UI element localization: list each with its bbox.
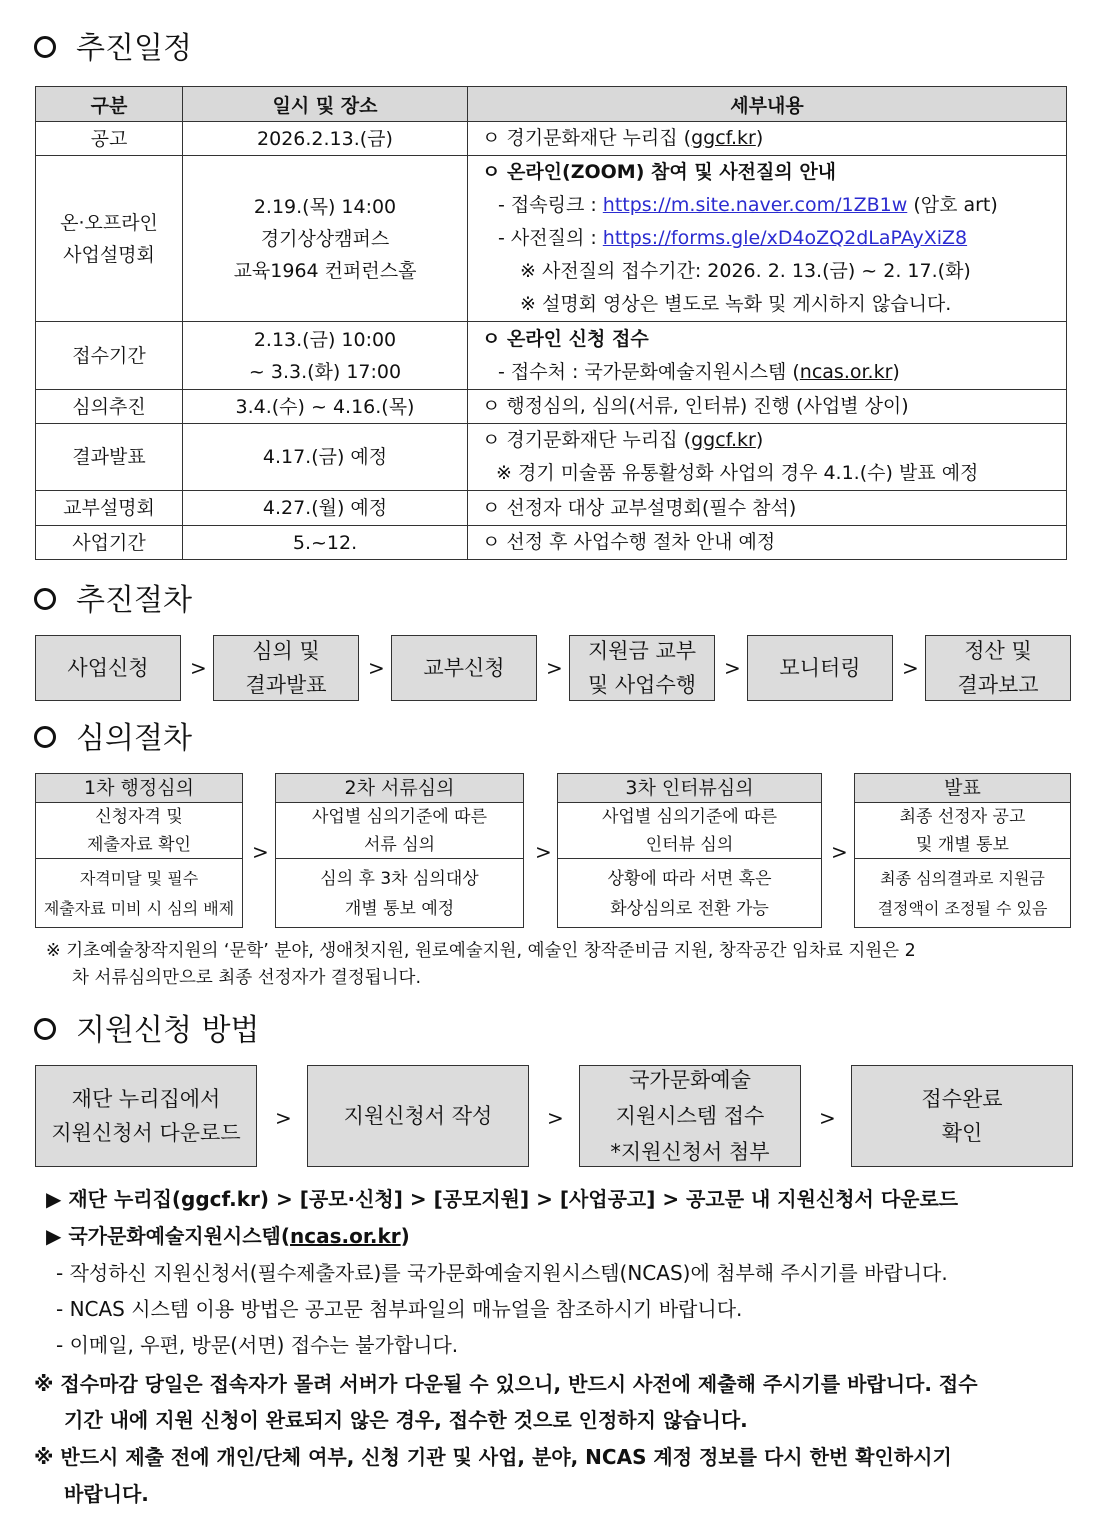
table-header-row <box>36 87 1067 122</box>
review-note: 차 서류심의만으로 최종 선정자가 결정됩니다. <box>72 968 422 988</box>
header-category: 구분 <box>36 87 183 122</box>
detail-text: ) <box>755 127 764 149</box>
section-title-schedule <box>34 30 192 68</box>
row-category <box>36 156 183 322</box>
step-line: 재단 누리집에서 <box>71 1087 221 1111</box>
when-line: 경기상상캠퍼스 <box>260 227 390 250</box>
detail-note: ※ 사전질의 접수기간: 2026. 2. 13.(금) ~ 2. 17.(화) <box>520 260 971 282</box>
bullet-text: ) <box>400 1224 410 1248</box>
apply-dash-line: - 작성하신 지원신청서(필수제출자료)를 국가문화예술지원시스템(NCAS)에 첨부해 주시기를 바랍니다. <box>56 1261 948 1285</box>
panel-row <box>276 803 523 858</box>
row-category: 교부설명회 <box>36 491 183 526</box>
row-detail: ㅇ 행정심의, 심의(서류, 인터뷰) 진행 (사업별 상이) <box>468 390 1067 424</box>
ggcf-link[interactable]: ggcf.kr <box>691 127 756 149</box>
step-line: 지원금 교부 <box>587 639 697 663</box>
detail-text: ) <box>755 429 764 451</box>
row-category: 접수기간 <box>36 322 183 390</box>
panel-line: 상황에 따라 서면 혹은 <box>607 868 772 889</box>
row-category: 심의추진 <box>36 390 183 424</box>
when-line: 2.19.(목) 14:00 <box>253 195 397 218</box>
warning-line: 바랍니다. <box>64 1482 149 1506</box>
panel-line: 제출자료 확인 <box>87 834 191 855</box>
panel-line: 최종 선정자 공고 <box>899 806 1026 827</box>
step-line: 모니터링 <box>779 656 861 680</box>
table-row <box>36 122 1067 156</box>
review-note: ※ 기초예술창작지원의 ‘문학’ 분야, 생애첫지원, 원로예술지원, 예술인 창작준비금 지원, 창작공간 임차료 지원은 2 <box>46 941 916 961</box>
step-line: 교부신청 <box>423 656 505 680</box>
warning-line: ※ 반드시 제출 전에 개인/단체 여부, 신청 기관 및 사업, 분야, NCAS 계정 정보를 다시 한번 확인하시기 <box>34 1445 952 1469</box>
detail-text: (암호 art) <box>907 194 998 216</box>
circle-bullet-icon <box>34 588 56 610</box>
chevron-right-icon: > <box>902 656 919 680</box>
apply-dash-line: - NCAS 시스템 이용 방법은 공고문 첨부파일의 매뉴얼을 참조하시기 바랍니다. <box>56 1297 743 1321</box>
panel-line: 심의 후 3차 심의대상 <box>320 868 479 889</box>
panel-line: 인터뷰 심의 <box>645 834 734 855</box>
detail-note: ※ 설명회 영상은 별도로 녹화 및 게시하지 않습니다. <box>520 293 952 315</box>
apply-step <box>35 1065 257 1167</box>
step-line: 확인 <box>941 1121 983 1145</box>
row-when <box>183 322 468 390</box>
chevron-right-icon: > <box>535 840 552 864</box>
procedure-step <box>213 635 359 701</box>
panel-heading: 발표 <box>855 774 1070 803</box>
row-detail <box>468 156 1067 322</box>
step-line: 지원신청서 작성 <box>343 1104 493 1128</box>
apply-path-bullet: ▶ 재단 누리집(ggcf.kr) > [공모·신청] > [공모지원] > [사업공고] > 공고문 내 지원신청서 다운로드 <box>46 1187 959 1211</box>
schedule-table <box>35 86 1067 560</box>
panel-line: 화상심의로 전환 가능 <box>610 898 769 919</box>
step-line: 접수완료 <box>921 1087 1003 1111</box>
chevron-right-icon: > <box>546 656 563 680</box>
category-line: 사업설명회 <box>63 243 155 266</box>
panel-row <box>276 858 523 928</box>
detail-text: - 접속링크 : <box>498 194 603 216</box>
step-line: 국가문화예술 <box>629 1068 751 1092</box>
step-line: *지원신청서 첨부 <box>610 1140 770 1164</box>
section-title-text: 심의절차 <box>76 721 192 756</box>
zoom-link[interactable]: https://m.site.naver.com/1ZB1w <box>602 194 908 216</box>
warning-line: 기간 내에 지원 신청이 완료되지 않은 경우, 접수한 것으로 인정하지 않습니다. <box>64 1408 748 1432</box>
category-line: 온·오프라인 <box>60 211 158 234</box>
step-line: 결과발표 <box>245 673 327 697</box>
panel-heading: 3차 인터뷰심의 <box>558 774 821 803</box>
chevron-right-icon: > <box>252 840 269 864</box>
section-title-procedure <box>34 582 192 620</box>
panel-line: 사업별 심의기준에 따른 <box>311 806 488 827</box>
step-line: 지원신청서 다운로드 <box>51 1121 241 1145</box>
detail-heading: ㅇ 온라인(ZOOM) 참여 및 사전질의 안내 <box>482 161 837 183</box>
section-title-text: 추진절차 <box>76 583 192 618</box>
section-title-text: 지원신청 방법 <box>76 1013 260 1048</box>
row-when: 3.4.(수) ~ 4.16.(목) <box>183 390 468 424</box>
detail-text: ) <box>892 360 900 383</box>
panel-line: 결정액이 조정될 수 있음 <box>877 898 1048 918</box>
panel-row <box>855 803 1070 858</box>
panel-heading: 1차 행정심의 <box>36 774 242 803</box>
review-panel <box>35 773 243 928</box>
panel-line: 개별 통보 예정 <box>344 898 455 919</box>
when-line: 2.13.(금) 10:00 <box>253 328 397 351</box>
table-row <box>36 156 1067 322</box>
circle-bullet-icon <box>34 726 56 748</box>
table-row <box>36 424 1067 491</box>
chevron-right-icon: > <box>819 1106 836 1130</box>
section-title-review <box>34 720 192 758</box>
detail-line <box>482 189 1060 222</box>
row-detail: ㅇ 선정 후 사업수행 절차 안내 예정 <box>468 526 1067 560</box>
table-row <box>36 491 1067 526</box>
section-title-text: 추진일정 <box>76 31 192 66</box>
circle-bullet-icon <box>34 36 56 58</box>
when-line: ~ 3.3.(화) 17:00 <box>248 360 402 383</box>
table-row <box>36 390 1067 424</box>
detail-text: - 접수처 : 국가문화예술지원시스템 ( <box>498 360 800 383</box>
row-detail <box>468 322 1067 390</box>
panel-line: 사업별 심의기준에 따른 <box>601 806 778 827</box>
panel-row <box>558 803 821 858</box>
ggcf-link[interactable]: ggcf.kr <box>691 429 756 451</box>
procedure-step <box>925 635 1071 701</box>
panel-row <box>558 858 821 928</box>
panel-line: 서류 심의 <box>363 834 436 855</box>
review-panel <box>557 773 822 928</box>
step-line: 결과보고 <box>957 673 1039 697</box>
procedure-step <box>747 635 893 701</box>
row-when: 4.27.(월) 예정 <box>183 491 468 526</box>
chevron-right-icon: > <box>190 656 207 680</box>
apply-dash-line: - 이메일, 우편, 방문(서면) 접수는 불가합니다. <box>56 1333 459 1357</box>
panel-row <box>36 803 242 858</box>
detail-heading: ㅇ 온라인 신청 접수 <box>482 327 649 350</box>
row-detail <box>468 424 1067 491</box>
panel-row <box>36 858 242 928</box>
step-line: 정산 및 <box>964 639 1032 663</box>
review-panel <box>275 773 524 928</box>
step-line: 사업신청 <box>67 656 149 680</box>
panel-line: 최종 심의결과로 지원금 <box>880 868 1045 888</box>
table-row <box>36 322 1067 390</box>
table-row <box>36 526 1067 560</box>
panel-line: 신청자격 및 <box>95 806 183 827</box>
detail-text: ㅇ 경기문화재단 누리집 ( <box>482 429 692 451</box>
panel-line: 자격미달 및 필수 <box>79 868 199 888</box>
step-line: 지원시스템 접수 <box>615 1104 765 1128</box>
chevron-right-icon: > <box>368 656 385 680</box>
ncas-link[interactable]: ncas.or.kr <box>799 360 893 383</box>
row-detail <box>468 122 1067 156</box>
step-line: 심의 및 <box>252 639 320 663</box>
detail-text: ㅇ 경기문화재단 누리집 ( <box>482 127 692 149</box>
panel-row <box>855 858 1070 928</box>
review-panel <box>854 773 1071 928</box>
row-when <box>183 156 468 322</box>
row-category: 공고 <box>36 122 183 156</box>
chevron-right-icon: > <box>275 1106 292 1130</box>
section-title-apply <box>34 1012 259 1050</box>
circle-bullet-icon <box>34 1018 56 1040</box>
row-when: 2026.2.13.(금) <box>183 122 468 156</box>
ncas-link[interactable]: ncas.or.kr <box>290 1224 401 1248</box>
row-category: 사업기간 <box>36 526 183 560</box>
detail-line <box>482 424 1060 457</box>
procedure-step <box>391 635 537 701</box>
procedure-step <box>35 635 181 701</box>
chevron-right-icon: > <box>831 840 848 864</box>
detail-line <box>482 356 1060 389</box>
row-when: 4.17.(금) 예정 <box>183 424 468 491</box>
detail-note: ※ 경기 미술품 유통활성화 사업의 경우 4.1.(수) 발표 예정 <box>496 462 979 484</box>
row-when: 5.~12. <box>183 526 468 560</box>
apply-step <box>851 1065 1073 1167</box>
apply-step <box>579 1065 801 1167</box>
header-detail: 세부내용 <box>468 87 1067 122</box>
when-line: 교육1964 컨퍼런스홀 <box>233 259 417 282</box>
panel-line: 제출자료 미비 시 심의 배제 <box>43 898 235 918</box>
chevron-right-icon: > <box>724 656 741 680</box>
bullet-text: ▶ 국가문화예술지원시스템( <box>46 1224 291 1248</box>
apply-ncas-bullet <box>46 1218 410 1255</box>
detail-line <box>482 222 1060 255</box>
row-category: 결과발표 <box>36 424 183 491</box>
step-line: 및 사업수행 <box>587 673 697 697</box>
apply-step <box>307 1065 529 1167</box>
question-form-link[interactable]: https://forms.gle/xD4oZQ2dLaPAyXiZ8 <box>602 227 968 249</box>
procedure-step <box>569 635 715 701</box>
row-detail: ㅇ 선정자 대상 교부설명회(필수 참석) <box>468 491 1067 526</box>
panel-heading: 2차 서류심의 <box>276 774 523 803</box>
panel-line: 및 개별 통보 <box>916 834 1009 855</box>
header-when: 일시 및 장소 <box>183 87 468 122</box>
chevron-right-icon: > <box>547 1106 564 1130</box>
detail-text: - 사전질의 : <box>498 227 603 249</box>
warning-line: ※ 접수마감 당일은 접속자가 몰려 서버가 다운될 수 있으니, 반드시 사전에 제출해 주시기를 바랍니다. 접수 <box>34 1372 978 1396</box>
